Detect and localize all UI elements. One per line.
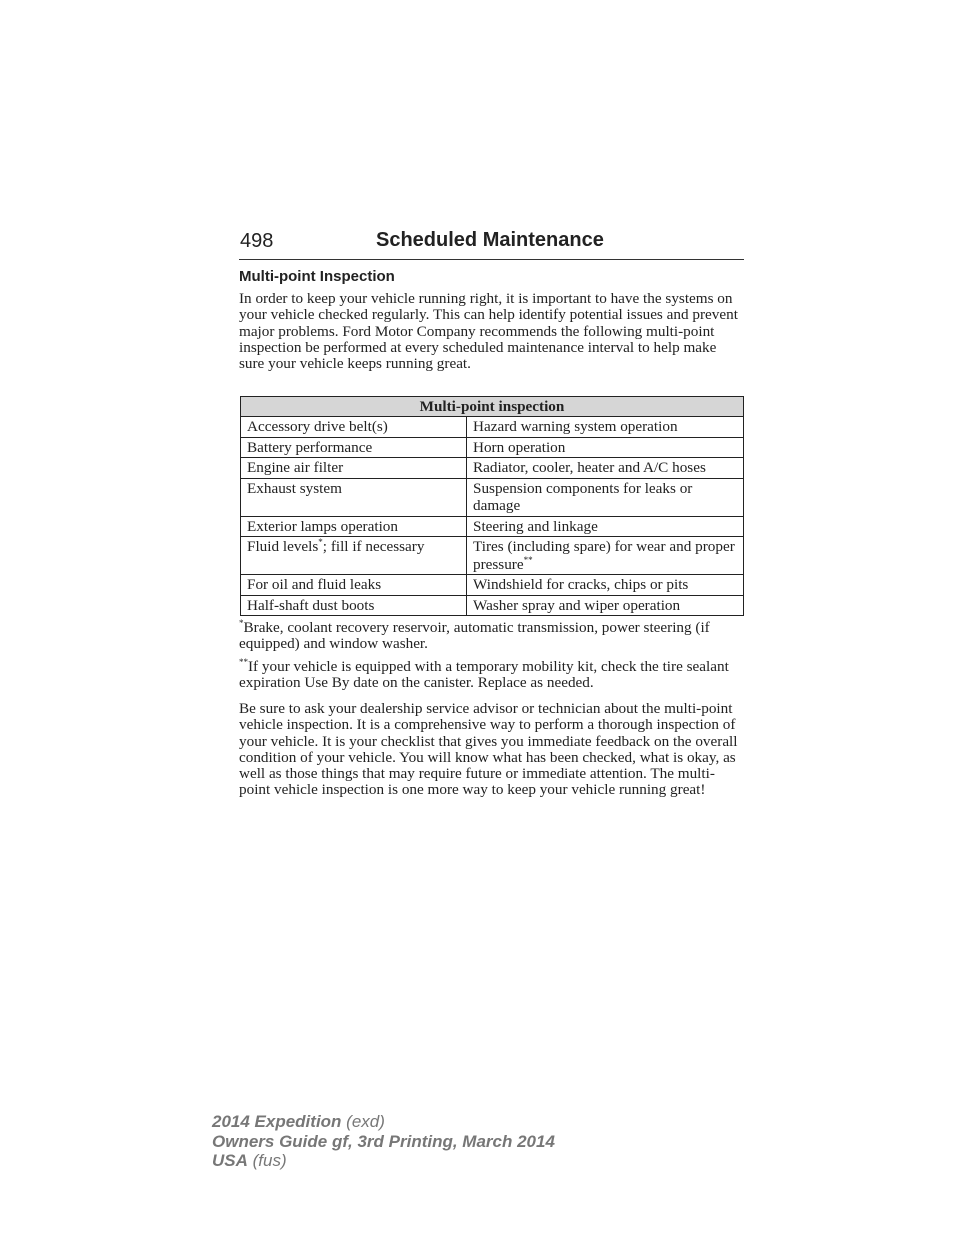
table-header-row — [241, 397, 744, 417]
table-row — [241, 516, 744, 537]
table-cell: Washer spray and wiper operation — [467, 595, 744, 616]
table-row — [241, 437, 744, 458]
footer-line — [212, 1132, 555, 1152]
table-row — [241, 458, 744, 479]
table-cell: Windshield for cracks, chips or pits — [467, 575, 744, 596]
page-header — [239, 228, 744, 260]
closing-paragraph: Be sure to ask your dealership service advisor or technician about the multi-point vehicle inspection. It is a comprehensive way to perform a thorough inspection of your vehicle. It is your checklist that gives you immediate feedback on the overall condition of your vehicle. You will know what has been checked, what is okay, as well as those things that may require future or immediate attention. The multi-point vehicle inspection is one more way to keep your vehicle running great! — [239, 700, 738, 799]
footer-line — [212, 1151, 555, 1171]
footnote-text: If your vehicle is equipped with a temporary mobility kit, check the tire sealant expiration Use By date on the canister. Replace as needed. — [239, 658, 729, 692]
cell-text: Fluid levels — [247, 538, 319, 555]
footnote-mark: ** — [239, 656, 248, 667]
intro-paragraph: In order to keep your vehicle running right, it is important to have the systems on your vehicle checked regularly. This can help identify potential issues and prevent major problems. Ford Motor Company recommends the following multi-point inspection be performed at every scheduled maintenance interval to help make sure your vehicle keeps running great. — [239, 290, 738, 373]
footer-market: USA — [212, 1151, 248, 1170]
table-cell: Accessory drive belt(s) — [241, 417, 467, 438]
table-cell: Steering and linkage — [467, 516, 744, 537]
section-heading: Multi-point Inspection — [239, 268, 395, 285]
table-row — [241, 575, 744, 596]
table-cell: For oil and fluid leaks — [241, 575, 467, 596]
table-cell: Exhaust system — [241, 478, 467, 516]
table-cell: Horn operation — [467, 437, 744, 458]
cell-text: Tires (including spare) for wear and proper pressure — [473, 538, 735, 573]
footnote-1 — [239, 617, 744, 653]
footnote-mark: * — [239, 617, 244, 628]
page-number: 498 — [240, 230, 274, 252]
table-title: Multi-point inspection — [241, 397, 744, 417]
footer-line — [212, 1112, 555, 1132]
table-cell: Suspension components for leaks or damage — [467, 478, 744, 516]
footer-market-code: (fus) — [252, 1151, 287, 1170]
table-row — [241, 478, 744, 516]
page-footer — [212, 1112, 555, 1171]
table-row — [241, 417, 744, 438]
footnote-mark: ** — [523, 554, 533, 565]
inspection-table — [240, 396, 744, 616]
footnote-mark: * — [318, 536, 323, 547]
table-cell: Exterior lamps operation — [241, 516, 467, 537]
chapter-title: Scheduled Maintenance — [376, 229, 604, 251]
table-row — [241, 595, 744, 616]
table-cell: Engine air filter — [241, 458, 467, 479]
footnote-text: Brake, coolant recovery reservoir, automatic transmission, power steering (if equipped) and window washer. — [239, 619, 710, 653]
table-cell — [241, 537, 467, 575]
table-cell: Battery performance — [241, 437, 467, 458]
footer-model-code: (exd) — [346, 1112, 385, 1131]
cell-text: ; fill if necessary — [322, 538, 425, 555]
footer-guide: Owners Guide gf, 3rd Printing, March 2014 — [212, 1131, 555, 1151]
table-cell: Half-shaft dust boots — [241, 595, 467, 616]
table-row — [241, 537, 744, 575]
table-cell: Hazard warning system operation — [467, 417, 744, 438]
footer-model: 2014 Expedition — [212, 1112, 342, 1131]
table-cell — [467, 537, 744, 575]
footnote-2 — [239, 656, 744, 692]
table-cell: Radiator, cooler, heater and A/C hoses — [467, 458, 744, 479]
